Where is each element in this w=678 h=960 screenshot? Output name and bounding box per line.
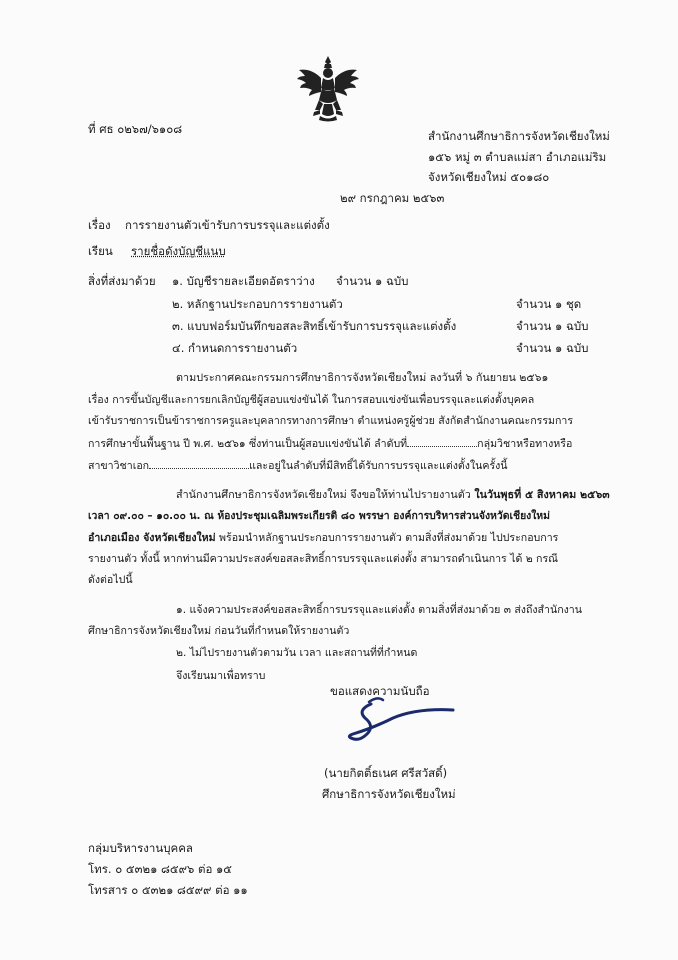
office-name: สำนักงานศึกษาธิการจังหวัดเชียงใหม่ — [428, 129, 610, 143]
paragraph2-line3-text: พร้อมนำหลักฐานประกอบการรายงานตัว ตามสิ่งที่ส่งมาด้วย ไปประกอบการ — [219, 532, 559, 544]
attachment-qty-1: จำนวน ๑ ฉบับ — [336, 274, 409, 288]
report-location: อำเภอเมือง จังหวัดเชียงใหม่ — [88, 532, 216, 544]
report-date: ในวันพุธที่ ๕ สิงหาคม ๒๕๖๓ — [474, 488, 610, 501]
paragraph2-line4: รายงานตัว ทั้งนี้ หากท่านมีความประสงค์ขอสละสิทธิ์การบรรจุและแต่งตั้ง สามารถดำเนินการ ได้ ๒ กรณี — [88, 553, 558, 565]
recipient-text: รายชื่อดังบัญชีแนบ — [131, 244, 226, 258]
signer-position: ศึกษาธิการจังหวัดเชียงใหม่ — [322, 787, 456, 801]
signer-name: (นายกิตติ์ธเนศ ศรีสวัสดิ์) — [324, 766, 448, 780]
office-address-line1: ๑๕๖ หมู่ ๓ ตำบลแม่สา อำเภอแม่ริม — [428, 150, 607, 164]
paragraph1-line4 — [88, 435, 572, 452]
rank-blank — [407, 435, 477, 447]
attachments-label: สิ่งที่ส่งมาด้วย — [88, 274, 156, 288]
regards: ขอแสดงความนับถือ — [330, 684, 430, 698]
paragraph1-line5-text: สาขาวิชาเอก — [88, 460, 150, 472]
reference-number: ที่ ศธ ๐๒๖๗/๖๑๐๘ — [88, 122, 183, 136]
office-address-line2: จังหวัดเชียงใหม่ ๕๐๑๘๐ — [428, 170, 550, 184]
case1-line1: ๑. แจ้งความประสงค์ขอสละสิทธิ์การบรรจุและแต่งตั้ง ตามสิ่งที่ส่งมาด้วย ๓ ส่งถึงสำนักงาน — [176, 604, 582, 616]
paragraph2-line1 — [176, 487, 610, 503]
paragraph1-line3: เข้ารับราชการเป็นข้าราชการครูและบุคลากรทางการศึกษา ตำแหน่งครูผู้ช่วย สังกัดสำนักงานคณะกรรมการ — [88, 415, 574, 427]
attachment-qty-2: จำนวน ๑ ชุด — [516, 297, 582, 311]
attachment-qty-3: จำนวน ๑ ฉบับ — [516, 319, 589, 333]
case1-line2: ศึกษาธิการจังหวัดเชียงใหม่ ก่อนวันที่กำหนดให้รายงานตัว — [88, 625, 350, 637]
subject-label: เรื่อง — [88, 218, 111, 232]
attachment-item-1: ๑. บัญชีรายละเอียดอัตราว่าง — [172, 274, 315, 288]
subject-text: การรายงานตัวเข้ารับการบรรจุและแต่งตั้ง — [125, 218, 330, 232]
paragraph1-line1: ตามประกาศคณะกรรมการศึกษาธิการจังหวัดเชียงใหม่ ลงวันที่ ๖ กันยายน ๒๕๖๑ — [176, 371, 549, 384]
footer-department: กลุ่มบริหารงานบุคคล — [88, 841, 193, 855]
major-blank — [149, 457, 249, 469]
paragraph1-line5 — [88, 457, 508, 474]
attachment-item-4: ๔. กำหนดการรายงานตัว — [172, 341, 298, 355]
paragraph2-line1-text: สำนักงานศึกษาธิการจังหวัดเชียงใหม่ จึงขอให้ท่านไปรายงานตัว — [176, 488, 471, 501]
closing-line: จึงเรียนมาเพื่อทราบ — [176, 670, 266, 682]
attachment-item-3: ๓. แบบฟอร์มบันทึกขอสละสิทธิ์เข้ารับการบรรจุและแต่งตั้ง — [172, 319, 457, 333]
case2: ๒. ไม่ไปรายงานตัวตามวัน เวลา และสถานที่ที่กำหนด — [176, 647, 418, 659]
attachment-qty-4: จำนวน ๑ ฉบับ — [516, 341, 589, 355]
attachment-item-2: ๒. หลักฐานประกอบการรายงานตัว — [172, 297, 343, 311]
paragraph2-line2: เวลา ๐๙.๐๐ – ๑๐.๐๐ น. ณ ห้องประชุมเฉลิมพระเกียรติ ๘๐ พรรษา องค์การบริหารส่วนจังหวัดเชียงใหม่ — [88, 510, 550, 522]
footer-telephone: โทร. ๐ ๕๓๒๑ ๘๕๙๖ ต่อ ๑๕ — [88, 862, 233, 876]
paragraph2-line3 — [88, 530, 558, 546]
paragraph1-line4-text: การศึกษาขั้นพื้นฐาน ปี พ.ศ. ๒๕๖๑ ซึ่งท่านเป็นผู้สอบแข่งขันได้ ลำดับที่ — [88, 438, 408, 450]
letter-date: ๒๙ กรกฎาคม ๒๕๖๓ — [340, 191, 445, 205]
paragraph2-line5: ดังต่อไปนี้ — [88, 574, 133, 586]
paragraph1-line2: เรื่อง การขึ้นบัญชีและการยกเลิกบัญชีผู้สอบแข่งขันได้ ในการสอบแข่งขันเพื่อบรรจุและแต่งตั้งบุคคล — [88, 394, 535, 406]
paragraph1-line4-tail: กลุ่มวิชาหรือทางหรือ — [477, 438, 573, 450]
garuda-emblem-icon — [296, 54, 360, 122]
paragraph1-line5-tail: และอยู่ในลำดับที่มีสิทธิ์ได้รับการบรรจุและแต่งตั้งในครั้งนี้ — [249, 460, 508, 472]
footer-fax: โทรสาร ๐ ๕๓๒๑ ๘๕๙๙ ต่อ ๑๑ — [88, 883, 248, 897]
signature-icon — [345, 694, 457, 748]
recipient-label: เรียน — [88, 244, 113, 258]
